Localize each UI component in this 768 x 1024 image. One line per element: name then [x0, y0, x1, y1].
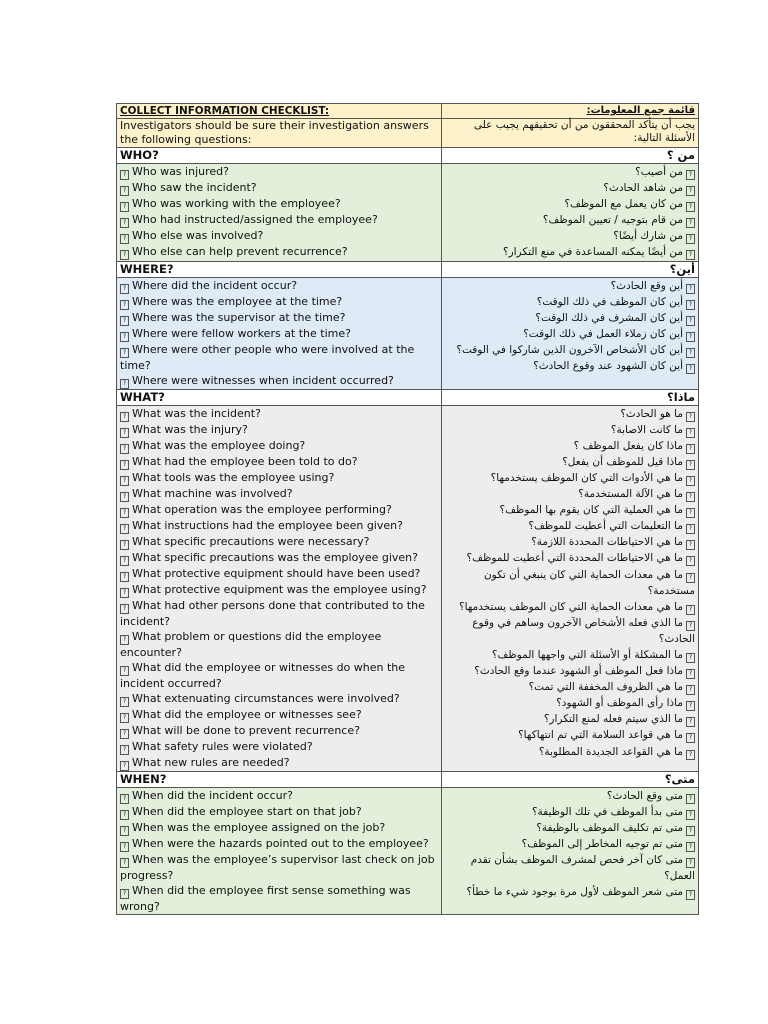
section-title-cell-ar	[442, 389, 699, 405]
questions-cell-en	[117, 277, 442, 389]
checklist-item	[445, 711, 695, 727]
checkbox-icon: ?	[120, 826, 129, 836]
checkbox-icon: ?	[120, 572, 129, 582]
section-questions-row-when	[117, 787, 699, 914]
checklist-item-text: أين كان الموظف في ذلك الوقت؟	[536, 295, 683, 308]
checklist-item	[120, 707, 438, 723]
checkbox-icon: ?	[120, 460, 129, 470]
checkbox-icon: ?	[120, 556, 129, 566]
checkbox-icon: ?	[120, 540, 129, 550]
checklist-item-text: ما هو الحادث؟	[620, 407, 683, 420]
checklist-item-text: Where did the incident occur?	[132, 278, 298, 292]
checklist-item	[120, 550, 438, 566]
checklist-item	[120, 788, 438, 804]
checklist-item	[120, 454, 438, 470]
checklist-item	[120, 883, 438, 914]
section-title-cell-en	[117, 389, 442, 405]
checklist-item-text: Who else was involved?	[132, 229, 264, 242]
checklist-item-text: أين كان الشهود عند وقوع الحادث؟	[533, 360, 683, 373]
checklist-item	[445, 852, 695, 884]
checklist-item-text: ما هي العملية التي كان يقوم بها الموظف؟	[499, 504, 683, 517]
checkbox-icon: ?	[686, 460, 695, 470]
checklist-item-text: Who had instructed/assigned the employee?	[132, 213, 378, 226]
checklist-item	[445, 550, 695, 566]
checkbox-icon: ?	[120, 508, 129, 518]
section-title-cell-ar	[442, 148, 699, 164]
checkbox-icon: ?	[686, 573, 695, 583]
checkbox-icon: ?	[120, 889, 129, 899]
checklist-item	[120, 310, 438, 326]
section-questions-row-who	[117, 164, 699, 262]
questions-cell-ar	[442, 405, 699, 771]
checkbox-icon: ?	[686, 234, 695, 244]
checklist-item-text: ما التعليمات التي أعطيت للموظف؟	[528, 520, 683, 533]
checkbox-icon: ?	[120, 842, 129, 852]
checklist-item-text: من شارك أيضًا؟	[613, 230, 683, 243]
checklist-item	[445, 820, 695, 836]
checklist-item	[120, 342, 438, 373]
checklist-item-text: متى بدأ الموظف في تلك الوظيفة؟	[531, 805, 683, 818]
checkbox-icon: ?	[686, 170, 695, 180]
checkbox-icon: ?	[120, 379, 129, 389]
checklist-item	[445, 358, 695, 374]
checkbox-icon: ?	[120, 697, 129, 707]
checklist-item	[445, 244, 695, 260]
checklist-item	[120, 598, 438, 629]
checkbox-icon: ?	[686, 492, 695, 502]
questions-cell-en	[117, 405, 442, 771]
checkbox-icon: ?	[686, 605, 695, 615]
intro-text-ar: يجب أن يتأكد المحققون من أن تحقيقهم يجيب على الأسئلة التالية:	[473, 119, 695, 144]
checklist-item	[445, 647, 695, 663]
checkbox-icon: ?	[120, 284, 129, 294]
checklist-item-text: What had the employee been told to do?	[132, 454, 358, 468]
checklist-item-text: ما هي الاحتياطات المحددة التي أعطيت للموظف؟	[466, 552, 683, 565]
checklist-item-text: متى شعر الموظف لأول مرة بوجود شيء ما خطأ؟	[466, 886, 683, 899]
checklist-item-text: من أصيب؟	[635, 166, 683, 178]
checkbox-icon: ?	[686, 476, 695, 486]
intro-text-en: Investigators should be sure their investigation answers the following questions:	[120, 119, 429, 146]
checkbox-icon: ?	[120, 492, 129, 502]
checklist-item-text: من كان يعمل مع الموظف؟	[564, 198, 683, 211]
section-title-en: WHEN?	[120, 771, 167, 786]
checklist-item-text: ما هي القواعد الجديدة المطلوبة؟	[538, 745, 683, 758]
checklist-item-text: من أيضًا يمكنه المساعدة في منع التكرار؟	[503, 246, 683, 259]
checklist-item-text: Where was the employee at the time?	[132, 294, 343, 308]
checklist-item-text: What protective equipment should have been used?	[132, 566, 421, 580]
checklist-item	[445, 212, 695, 228]
checkbox-icon: ?	[120, 810, 129, 820]
checkbox-icon: ?	[120, 348, 129, 358]
checkbox-icon: ?	[120, 476, 129, 486]
checklist-item	[120, 755, 438, 771]
section-title-ar: من ؟	[666, 148, 695, 162]
checkbox-icon: ?	[686, 428, 695, 438]
checklist-item-text: What was the employee doing?	[132, 438, 306, 452]
checklist-item-text: Where were fellow workers at the time?	[132, 326, 351, 340]
section-title-cell-en	[117, 261, 442, 277]
section-title-ar: أين؟	[669, 261, 695, 276]
checklist-item-text: What had other persons done that contributed to the incident?	[120, 598, 425, 628]
checklist-item-text: ما المشكلة أو الأسئلة التي واجهها الموظف؟	[491, 648, 683, 661]
checklist-item	[445, 294, 695, 310]
checklist-item-text: What was the incident?	[132, 406, 261, 420]
checklist-item	[445, 164, 695, 180]
section-title-en: WHERE?	[120, 261, 174, 276]
checkbox-icon: ?	[120, 729, 129, 739]
checklist-item-text: ماذا رأى الموظف أو الشهود؟	[556, 697, 683, 710]
checkbox-icon: ?	[686, 890, 695, 900]
checklist-item	[120, 534, 438, 550]
checklist-item-text: What tools was the employee using?	[132, 470, 335, 484]
checklist-item-text: ما الذي فعله الأشخاص الآخرون وساهم في وقوع الحادث؟	[472, 616, 695, 645]
checklist-title-en: COLLECT INFORMATION CHECKLIST:	[120, 105, 330, 117]
checkbox-icon: ?	[686, 218, 695, 228]
checklist-item-text: متى وقع الحادث؟	[606, 789, 683, 802]
section-title-cell-ar	[442, 771, 699, 787]
section-title-ar: ماذا؟	[667, 389, 695, 404]
checkbox-icon: ?	[120, 202, 129, 212]
checklist-item	[120, 196, 438, 212]
checklist-item	[445, 518, 695, 534]
checkbox-icon: ?	[120, 588, 129, 598]
checkbox-icon: ?	[120, 170, 129, 180]
checklist-table	[116, 103, 699, 915]
checklist-item-text: Who saw the incident?	[132, 181, 257, 194]
header-cell-ar	[442, 104, 699, 119]
checklist-item-text: Who was working with the employee?	[132, 197, 341, 210]
checklist-item	[445, 788, 695, 804]
checklist-item	[120, 422, 438, 438]
intro-cell-en	[117, 119, 442, 148]
checklist-item-text: ماذا فعل الموظف أو الشهود عندما وقع الحادث؟	[474, 665, 683, 678]
checklist-item-text: ما الذي سيتم فعله لمنع التكرار؟	[543, 713, 683, 726]
checklist-item	[120, 294, 438, 310]
checklist-item-text: What problem or questions did the employee encounter?	[120, 629, 382, 659]
checklist-item-text: أين كان زملاء العمل في ذلك الوقت؟	[523, 327, 683, 340]
checklist-item	[120, 804, 438, 820]
checklist-item	[445, 180, 695, 196]
checkbox-icon: ?	[686, 750, 695, 760]
checklist-item-text: ما هي قواعد السلامة التي تم انتهاكها؟	[518, 729, 683, 742]
checklist-item	[120, 820, 438, 836]
checklist-item-text: When was the employee assigned on the job?	[132, 820, 386, 834]
checklist-item	[445, 567, 695, 599]
checkbox-icon: ?	[120, 218, 129, 228]
checklist-item	[120, 836, 438, 852]
checklist-item	[120, 629, 438, 660]
checklist-item	[120, 180, 438, 196]
section-title-cell-en	[117, 148, 442, 164]
checklist-item	[445, 326, 695, 342]
section-questions-row-what	[117, 405, 699, 771]
checklist-item	[445, 744, 695, 760]
checklist-item	[445, 438, 695, 454]
checklist-item	[445, 406, 695, 422]
checkbox-icon: ?	[686, 685, 695, 695]
checklist-item-text: Where were witnesses when incident occurred?	[132, 373, 394, 387]
checkbox-icon: ?	[686, 300, 695, 310]
checklist-item	[120, 739, 438, 755]
checklist-item	[445, 804, 695, 820]
checklist-item-text: ماذا كان يفعل الموظف ؟	[573, 439, 683, 452]
checklist-item-text: What was the injury?	[132, 422, 248, 436]
checklist-item-text: Where were other people who were involved at the time?	[120, 342, 415, 372]
checklist-item	[120, 278, 438, 294]
checklist-item-text: متى تم تكليف الموظف بالوظيفة؟	[536, 821, 683, 834]
section-title-cell-en	[117, 771, 442, 787]
checklist-item-text: Who was injured?	[132, 165, 229, 178]
questions-cell-ar	[442, 164, 699, 262]
checkbox-icon: ?	[120, 444, 129, 454]
checkbox-icon: ?	[686, 621, 695, 631]
questions-cell-ar	[442, 787, 699, 914]
checkbox-icon: ?	[120, 745, 129, 755]
intro-cell-ar	[442, 119, 699, 148]
checklist-item-text: ما كانت الاصابة؟	[610, 423, 683, 436]
checklist-item-text: متى كان آخر فحص لمشرف الموظف بشأن تقدم العمل؟	[470, 853, 695, 883]
checkbox-icon: ?	[120, 250, 129, 260]
checklist-item-text: Who else can help prevent recurrence?	[132, 245, 348, 258]
checkbox-icon: ?	[120, 635, 129, 645]
checklist-item-text: What protective equipment was the employee using?	[132, 582, 427, 596]
section-title-en: WHAT?	[120, 389, 165, 404]
checklist-item-text: من قام بتوجيه / تعيين الموظف؟	[542, 214, 683, 227]
checklist-item-text: What machine was involved?	[132, 486, 293, 500]
checklist-item	[120, 228, 438, 244]
checklist-item-text: من شاهد الحادث؟	[603, 182, 683, 195]
checklist-item	[120, 518, 438, 534]
checkbox-icon: ?	[686, 858, 695, 868]
section-title-row-where	[117, 261, 699, 277]
checklist-item-text: What instructions had the employee been given?	[132, 518, 403, 532]
checklist-item	[445, 278, 695, 294]
checklist-item-text: Where was the supervisor at the time?	[132, 310, 346, 324]
checkbox-icon: ?	[686, 810, 695, 820]
checkbox-icon: ?	[686, 717, 695, 727]
checklist-item	[445, 695, 695, 711]
checklist-item	[120, 486, 438, 502]
checklist-item	[445, 310, 695, 326]
section-title-row-who	[117, 148, 699, 164]
checkbox-icon: ?	[686, 669, 695, 679]
checklist-item-text: What safety rules were violated?	[132, 739, 313, 753]
checkbox-icon: ?	[120, 761, 129, 771]
checklist-item-text: ما هي الظروف المخففة التي تمت؟	[528, 681, 683, 694]
checkbox-icon: ?	[120, 858, 129, 868]
checklist-item-text: ما هي معدات الحماية التي كان الموظف يستخدمها؟	[459, 600, 683, 613]
checklist-item-text: What did the employee or witnesses see?	[132, 707, 362, 721]
checklist-item-text: أين كان المشرف في ذلك الوقت؟	[535, 311, 683, 324]
checklist-item-text: ما هي الاحتياطات المحددة اللازمة؟	[531, 536, 683, 549]
checkbox-icon: ?	[686, 412, 695, 422]
questions-cell-ar	[442, 277, 699, 389]
checklist-item-text: ما هي معدات الحماية التي كان ينبغي أن تكون مستخدمة؟	[483, 568, 695, 597]
checklist-item	[120, 852, 438, 883]
checkbox-icon: ?	[686, 364, 695, 374]
checkbox-icon: ?	[686, 701, 695, 711]
checkbox-icon: ?	[120, 412, 129, 422]
checklist-item	[445, 615, 695, 647]
checkbox-icon: ?	[686, 250, 695, 260]
checkbox-icon: ?	[686, 842, 695, 852]
checklist-item	[120, 566, 438, 582]
checklist-item-text: ما هي الأدوات التي كان الموظف يستخدمها؟	[490, 471, 683, 484]
checkbox-icon: ?	[686, 186, 695, 196]
checklist-item	[120, 470, 438, 486]
checkbox-icon: ?	[686, 316, 695, 326]
checklist-item	[445, 679, 695, 695]
checklist-item-text: What operation was the employee performing?	[132, 502, 392, 516]
checkbox-icon: ?	[120, 300, 129, 310]
checkbox-icon: ?	[686, 733, 695, 743]
checklist-item	[120, 723, 438, 739]
checklist-item	[120, 438, 438, 454]
questions-cell-en	[117, 787, 442, 914]
checklist-item-text: ما هي الآلة المستخدمة؟	[578, 488, 683, 501]
checkbox-icon: ?	[120, 332, 129, 342]
checklist-item	[445, 486, 695, 502]
checkbox-icon: ?	[686, 348, 695, 358]
checklist-item	[445, 836, 695, 852]
checklist-item-text: When did the employee first sense something was wrong?	[120, 883, 411, 913]
checklist-item	[445, 228, 695, 244]
checkbox-icon: ?	[686, 332, 695, 342]
checkbox-icon: ?	[120, 186, 129, 196]
section-title-cell-ar	[442, 261, 699, 277]
header-cell-en	[117, 104, 442, 119]
checklist-item	[445, 502, 695, 518]
checkbox-icon: ?	[120, 316, 129, 326]
checklist-item	[445, 599, 695, 615]
checkbox-icon: ?	[686, 444, 695, 454]
checklist-item	[120, 406, 438, 422]
checkbox-icon: ?	[686, 826, 695, 836]
checkbox-icon: ?	[686, 202, 695, 212]
checklist-item-text: متى تم توجيه المخاطر إلى الموظف؟	[521, 837, 683, 850]
checklist-item	[120, 691, 438, 707]
checkbox-icon: ?	[686, 524, 695, 534]
checklist-item	[445, 342, 695, 358]
checkbox-icon: ?	[686, 556, 695, 566]
section-title-ar: متى؟	[664, 771, 695, 786]
checklist-item-text: What will be done to prevent recurrence?	[132, 723, 360, 737]
checklist-item-text: What specific precautions were necessary?	[132, 534, 370, 548]
checkbox-icon: ?	[120, 666, 129, 676]
checklist-item-text: When did the employee start on that job?	[132, 804, 362, 818]
checkbox-icon: ?	[686, 508, 695, 518]
checklist-item-text: When were the hazards pointed out to the employee?	[132, 836, 429, 850]
checklist-item-text: What did the employee or witnesses do when the incident occurred?	[120, 660, 406, 690]
checklist-item	[445, 470, 695, 486]
checklist-item	[120, 212, 438, 228]
checkbox-icon: ?	[686, 284, 695, 294]
checklist-item-text: What new rules are needed?	[132, 755, 290, 769]
checklist-item-text: أين كان الأشخاص الآخرون الذين شاركوا في الوقت؟	[456, 343, 683, 356]
checkbox-icon: ?	[686, 653, 695, 663]
checkbox-icon: ?	[686, 540, 695, 550]
section-title-row-when	[117, 771, 699, 787]
checklist-item	[445, 534, 695, 550]
checklist-item	[120, 502, 438, 518]
checklist-item	[445, 196, 695, 212]
checklist-item-text: When did the incident occur?	[132, 788, 293, 802]
section-questions-row-where	[117, 277, 699, 389]
questions-cell-en	[117, 164, 442, 262]
checklist-item	[120, 164, 438, 180]
checkbox-icon: ?	[120, 524, 129, 534]
intro-row	[117, 119, 699, 148]
checklist-item	[120, 582, 438, 598]
section-title-row-what	[117, 389, 699, 405]
checklist-item	[120, 660, 438, 691]
checklist-item	[120, 326, 438, 342]
checkbox-icon: ?	[120, 604, 129, 614]
checklist-item-text: What specific precautions was the employee given?	[132, 550, 418, 564]
checklist-item	[120, 373, 438, 389]
checkbox-icon: ?	[120, 428, 129, 438]
checkbox-icon: ?	[120, 713, 129, 723]
checkbox-icon: ?	[686, 794, 695, 804]
checklist-header-row	[117, 104, 699, 119]
checklist-item	[445, 663, 695, 679]
checkbox-icon: ?	[120, 234, 129, 244]
checklist-item-text: When was the employee’s supervisor last check on job progress?	[120, 852, 435, 882]
checklist-item	[445, 727, 695, 743]
section-title-en: WHO?	[120, 148, 159, 162]
checklist-item	[445, 884, 695, 900]
checklist-item	[445, 454, 695, 470]
checklist-item	[445, 422, 695, 438]
checklist-item	[120, 244, 438, 260]
checklist-title-ar: قائمة جمع المعلومات:	[586, 105, 695, 116]
checklist-item-text: What extenuating circumstances were involved?	[132, 691, 400, 705]
checklist-item-text: أين وقع الحادث؟	[610, 279, 683, 292]
checkbox-icon: ?	[120, 794, 129, 804]
checklist-item-text: ماذا قيل للموظف أن يفعل؟	[562, 455, 683, 468]
